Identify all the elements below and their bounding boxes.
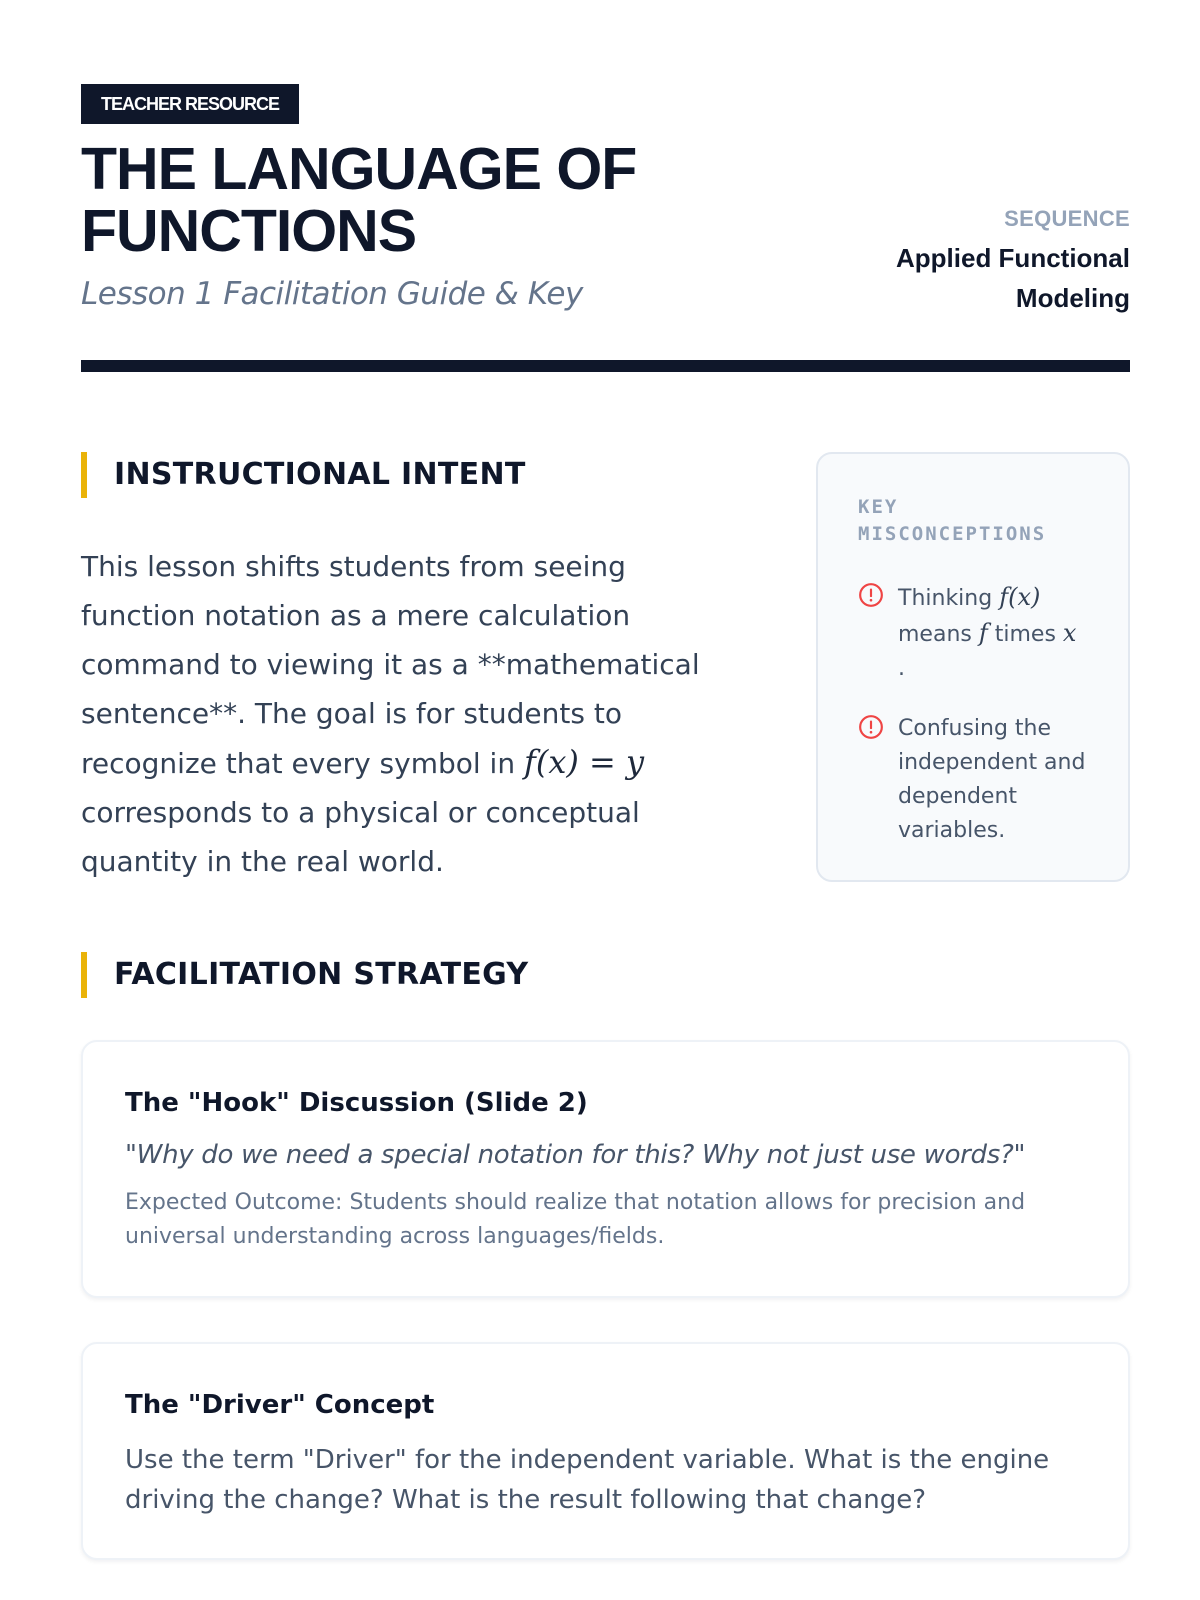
card-title: The "Driver" Concept [125,1390,435,1420]
misconception-text: Confusing the independent and dependent variables. [898,716,1086,843]
intent-paragraph [81,542,721,886]
card-expected-outcome: Expected Outcome: Students should realize that notation allows for precision and universal understanding across languages/fields. [125,1190,1026,1249]
header-divider [81,360,1130,372]
sequence-info [870,206,1130,318]
strategy-card-hook [81,1040,1130,1298]
card-body: Use the term "Driver" for the independent variable. What is the engine driving the change? What is the result following that change? [125,1445,1050,1515]
misconception-math: x [1062,619,1077,647]
strategy-heading: FACILITATION STRATEGY [81,952,1130,998]
misconception-text: Thinking [898,586,1000,611]
strategy-card-driver [81,1342,1130,1560]
misconception-text: times [987,622,1063,647]
card-title: The "Hook" Discussion (Slide 2) [125,1088,588,1118]
intent-main [81,452,721,886]
intent-text-end: corresponds to a physical or conceptual quantity in the real world. [81,796,640,878]
intent-heading: INSTRUCTIONAL INTENT [81,452,721,498]
page-title: THE LANGUAGE OF FUNCTIONS [81,136,637,264]
page-header [81,84,1130,372]
sequence-label: SEQUENCE [1004,206,1130,231]
misconceptions-list [858,580,1098,848]
misconception-math: f(x) [999,583,1041,611]
page-subtitle: Lesson 1 Facilitation Guide & Key [81,276,583,312]
alert-circle-icon [858,714,884,740]
intent-text-start: This lesson shifts students from seeing function notation as a mere calculation command to viewing it as a **mathematical sentence**. The goal is for students to recognize that every symbol in [81,550,700,780]
facilitation-guide-page [81,84,1130,1560]
misconception-text: . [898,656,905,681]
facilitation-strategy-section [81,952,1130,1560]
key-misconceptions-panel [816,452,1130,882]
misconception-item [858,712,1098,848]
sequence-name: Applied Functional Modeling [896,243,1130,313]
misconception-item [858,580,1098,686]
misconceptions-title: KEY MISCONCEPTIONS [858,496,1047,545]
intent-math-expression: f(x) = y [523,743,645,781]
misconception-math: f [978,619,988,647]
misconception-text: means [898,622,979,647]
alert-circle-icon [858,582,884,608]
card-quote: "Why do we need a special notation for this? Why not just use words?" [125,1140,1026,1170]
instructional-intent-section [81,452,1130,900]
resource-tag: TEACHER RESOURCE [81,84,299,124]
